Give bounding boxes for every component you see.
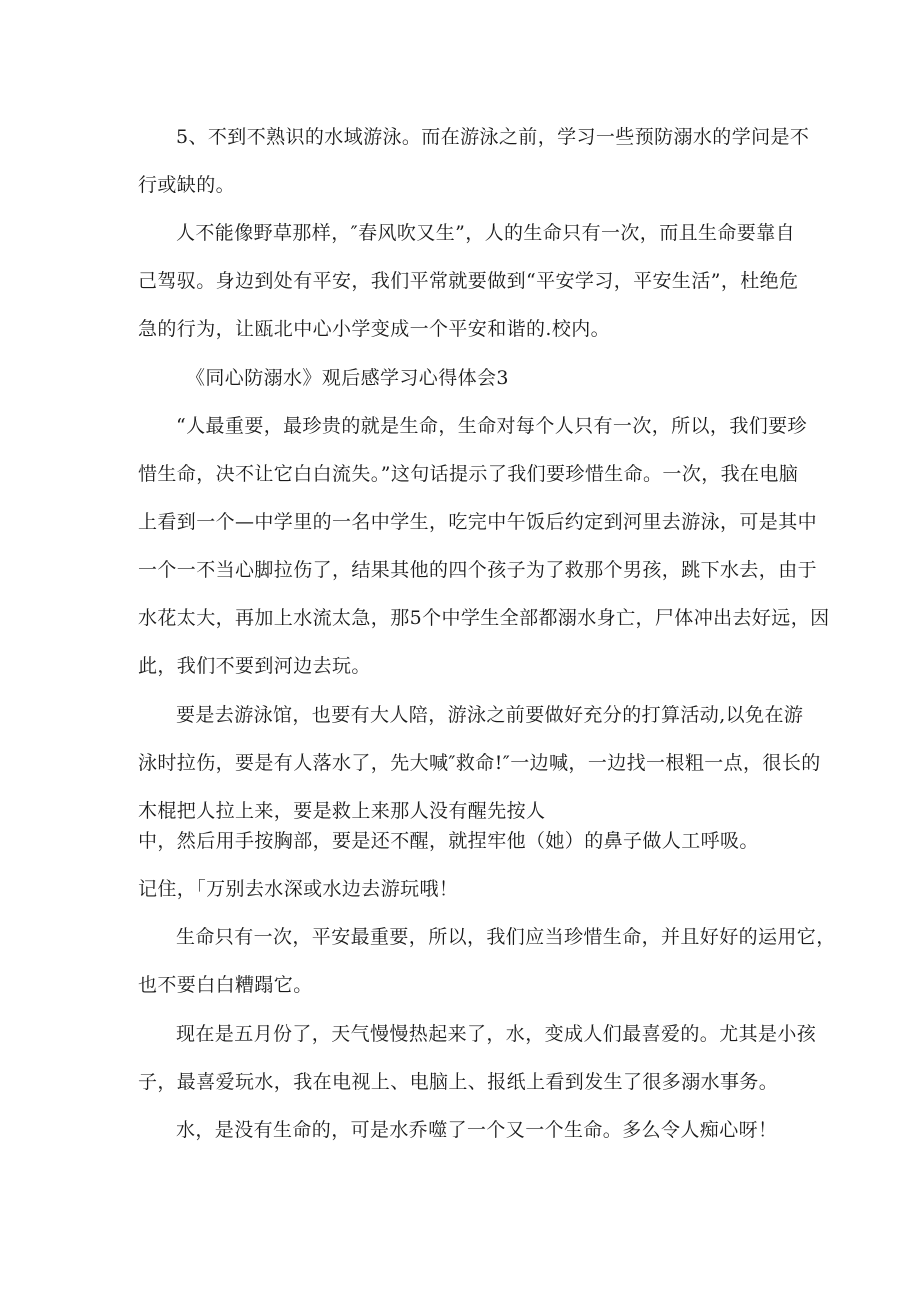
paragraph-line: 泳时拉伤，要是有人落水了，先大喊″救命!″一边喊，一边找一根粗一点，很长的	[138, 752, 821, 774]
paragraph-line: 上看到一个—中学里的一名中学生，吃完中午饭后约定到河里去游泳，可是其中	[138, 511, 818, 533]
paragraph-line: 急的行为，让瓯北中心小学变成一个平安和谐的.校内。	[138, 318, 611, 340]
paragraph-line: 水花太大，再加上水流太急，那5个中学生全部都溺水身亡，尸体冲出去好远，因	[138, 607, 830, 629]
paragraph-line: 水，是没有生命的，可是水乔噬了一个又一个生命。多么令人痴心呀！	[176, 1119, 778, 1141]
paragraph-line: 行或缺的。	[138, 174, 236, 196]
paragraph-line: 木棍把人拉上来，要是救上来那人没有醒先按人	[138, 800, 546, 822]
section-heading: 《同心防溺水》观后感学习心得体会3	[186, 367, 509, 389]
paragraph-line: 记住，「万别去水深或水边去游玩哦！	[138, 878, 459, 900]
paragraph-line: 生命只有一次，平安最重要，所以，我们应当珍惜生命，并且好好的运用它，	[176, 926, 836, 948]
paragraph-line: “人最重要，最珍贵的就是生命，生命对每个人只有一次，所以，我们要珍	[176, 415, 807, 437]
paragraph-line: 子，最喜爱玩水，我在电视上、电脑上、报纸上看到发生了很多溺水事务。	[138, 1071, 779, 1093]
paragraph-line: 也不要白白糟蹋它。	[138, 974, 313, 996]
paragraph-line: 要是去游泳馆，也要有大人陪，游泳之前要做好充分的打算活动,以免在游	[176, 704, 804, 726]
paragraph-line: 5、不到不熟识的水域游泳。而在游泳之前，学习一些预防溺水的学问是不	[176, 126, 810, 148]
paragraph-line: 中，然后用手按胸部，要是还不醒，就捏牢他（她）的鼻子做人工呼吸。	[138, 830, 759, 852]
paragraph-line: 人不能像野草那样，″春风吹又生”，人的生命只有一次，而且生命要靠自	[176, 222, 796, 244]
paragraph-line: 此，我们不要到河边去玩。	[138, 655, 371, 677]
paragraph-line: 惜生命，决不让它白白流失。”这句话提示了我们要珍惜生命。一次，我在电脑	[138, 463, 799, 485]
paragraph-line: 现在是五月份了，天气慢慢热起来了，水，变成人们最喜爱的。尤其是小孩	[176, 1023, 817, 1045]
paragraph-line: 一个一不当心脚拉伤了，结果其他的四个孩子为了救那个男孩，跳下水去，由于	[138, 559, 818, 581]
paragraph-line: 己驾驭。身边到处有平安，我们平常就要做到“平安学习，平安生活”，杜绝危	[138, 270, 799, 292]
